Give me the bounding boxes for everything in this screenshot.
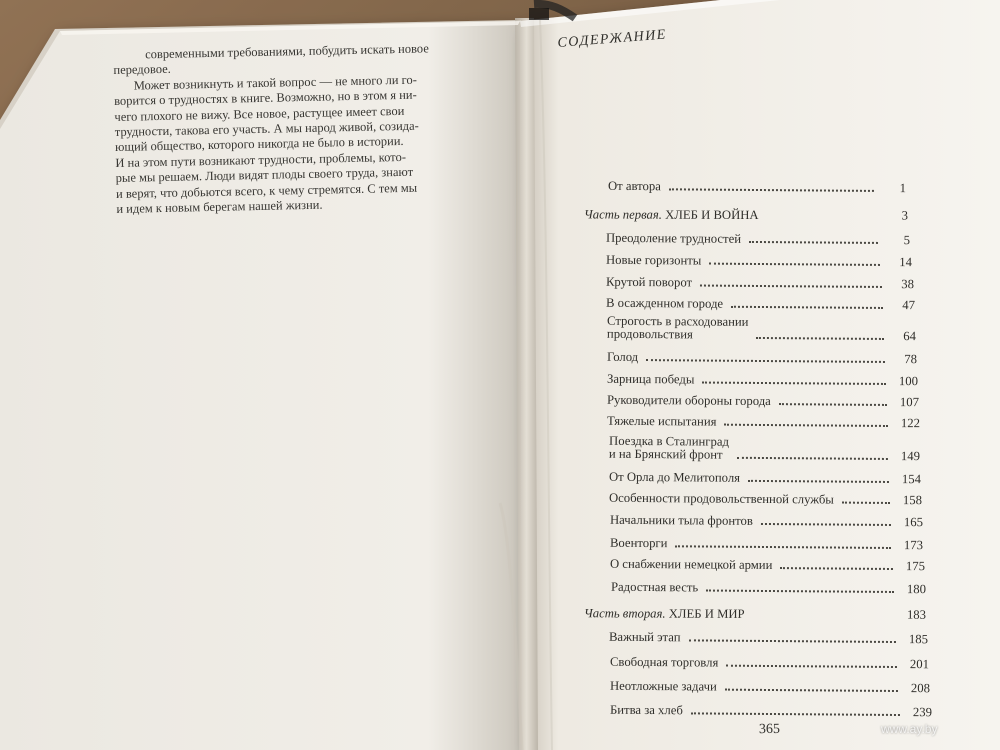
toc-entry-leader-dots [731, 305, 883, 309]
toc-entry-page: 5 [903, 233, 911, 248]
left-page-line: и идем к новым берегам нашей жизни. [116, 197, 323, 217]
toc-entry-page: 100 [898, 374, 919, 389]
toc-entry [610, 513, 923, 529]
toc-entry-label: Военторги [609, 535, 668, 551]
toc-entry-leader-dots [691, 711, 900, 716]
toc-entry-part-one [584, 207, 908, 222]
toc-entry-leader-dots [753, 615, 894, 619]
toc-entry [610, 557, 925, 573]
left-page-line: Может возникнуть и такой вопрос — не много ли го- [133, 72, 417, 93]
left-page-line: ющий общество, которого никогда не было в истории. [114, 134, 404, 155]
left-page-line: И на этом пути возникают трудности, проблемы, кото- [115, 149, 407, 170]
toc-entry [606, 253, 912, 269]
toc-entry-label: Начальники тыла фронтов [609, 512, 753, 528]
toc-entry-label: О снабжении немецкой армии [609, 556, 773, 573]
toc-entry-page: 1 [899, 181, 907, 196]
toc-entry-label: Важный этап [608, 629, 681, 645]
toc-entry [610, 655, 929, 672]
toc-entry-label: Битва за хлеб [609, 702, 683, 718]
toc-entry-page: 180 [906, 582, 927, 597]
table-of-contents-title: СОДЕРЖАНИЕ [557, 27, 668, 51]
toc-entry-leader-dots [767, 216, 876, 219]
toc-entry-leader-dots [700, 284, 882, 288]
toc-entry [607, 414, 920, 430]
toc-entry-label: От автора [607, 178, 661, 194]
toc-entry [609, 435, 920, 463]
toc-entry-leader-dots [725, 688, 898, 692]
toc-entry-label: Особенности продовольственной службы [608, 490, 834, 507]
toc-entry-leader-dots [756, 336, 884, 340]
toc-entry-label: Неотложные задачи [609, 678, 717, 694]
toc-entry [611, 580, 926, 596]
toc-entry-leader-dots [748, 479, 889, 483]
toc-entry-page: 158 [902, 493, 923, 508]
left-page-line: современными требованиями, побудить искать новое [144, 41, 429, 62]
toc-entry-page: 175 [905, 559, 926, 574]
book-page-number: 365 [758, 721, 781, 738]
toc-entry-page: 201 [909, 657, 930, 672]
left-page-line: трудности, такова его участь. А мы народ живой, созида- [114, 118, 419, 140]
toc-entry-page: 165 [903, 515, 924, 530]
left-page-line: и верят, что добьются всего, к чему стремятся. С тем мы [115, 180, 418, 201]
toc-entry-leader-dots [761, 522, 891, 526]
toc-entry-page: 78 [904, 352, 918, 367]
toc-entry-page: 38 [901, 277, 915, 292]
toc-entry-label: Крутой поворот [605, 274, 693, 290]
toc-entry-leader-dots [726, 664, 897, 668]
toc-part-prefix: Часть вторая. [583, 606, 666, 621]
toc-entry-leader-dots [706, 589, 894, 593]
toc-entry-page: 107 [899, 395, 920, 410]
toc-entry-leader-dots [689, 638, 896, 643]
toc-entry-label: Строгость в расходовании продовольствия [606, 313, 749, 342]
toc-entry [607, 350, 917, 366]
toc-entry-leader-dots [702, 381, 886, 385]
toc-entry-label: В осажденном городе [605, 295, 724, 311]
toc-entry [607, 315, 916, 343]
toc-entry-page: 185 [908, 632, 929, 647]
toc-entry [610, 703, 932, 720]
toc-entry [609, 470, 921, 486]
toc-entry-label: Преодоление трудностей [605, 230, 742, 246]
toc-entry [609, 630, 928, 647]
toc-entry [606, 296, 915, 312]
toc-entry-label: От Орла до Мелитополя [608, 469, 741, 485]
site-watermark: www.ay.by [881, 722, 938, 736]
toc-entry-label [584, 207, 759, 222]
toc-entry-leader-dots [842, 501, 890, 504]
toc-part-title: ХЛЕБ И МИР [668, 606, 745, 621]
toc-entry-leader-dots [669, 187, 874, 192]
toc-entry-page: 208 [910, 681, 931, 696]
toc-entry [610, 679, 930, 696]
left-page-line: ворится о трудностях в книге. Возможно, но в этом я ни- [113, 87, 417, 109]
toc-entry-page: 239 [912, 705, 933, 720]
toc-entry-label: Зарница победы [606, 371, 695, 387]
toc-entry [607, 372, 918, 388]
toc-entry-leader-dots [646, 358, 885, 363]
toc-entry-label: Новые горизонты [605, 252, 702, 268]
left-page-line: чего плохого не вижу. Все новое, растущее имеет свои [114, 103, 405, 124]
toc-entry-part-two [584, 606, 926, 621]
toc-entry-label: Свободная торговля [609, 654, 719, 670]
toc-part-prefix: Часть первая. [583, 207, 663, 222]
toc-entry [609, 491, 922, 507]
toc-entry-page: 173 [903, 538, 924, 553]
toc-entry-label: Поездка в Сталинград и на Брянский фронт [608, 433, 730, 462]
toc-entry-page: 122 [900, 416, 921, 431]
toc-entry-leader-dots [749, 240, 878, 244]
toc-entry-leader-dots [780, 566, 893, 570]
toc-entry-page: 149 [900, 449, 921, 464]
toc-entry-leader-dots [737, 456, 888, 460]
toc-entry-page: 64 [903, 329, 917, 344]
toc-entry-label [584, 606, 745, 621]
toc-part-title: ХЛЕБ И ВОЙНА [665, 207, 759, 223]
toc-entry-page: 14 [899, 255, 913, 270]
toc-entry [607, 393, 919, 409]
toc-entry-label: Радостная весть [610, 579, 699, 595]
toc-entry-page: 47 [902, 298, 916, 313]
toc-entry-page: 3 [901, 208, 909, 223]
toc-entry-label: Тяжелые испытания [606, 413, 717, 429]
toc-entry-page: 154 [901, 472, 922, 487]
toc-entry [606, 231, 910, 247]
toc-entry-leader-dots [779, 402, 887, 406]
toc-entry-label: Голод [606, 349, 639, 365]
left-page-line: передовое. [113, 62, 171, 78]
left-page-line: рые мы решаем. Люди видят плоды своего труда, знают [115, 164, 414, 186]
toc-entry-from-author [608, 179, 906, 195]
toc-entry-leader-dots [709, 262, 880, 266]
toc-entry-page: 183 [906, 607, 927, 622]
toc-entry [610, 536, 923, 552]
toc-entry [606, 275, 914, 291]
toc-entry-leader-dots [724, 423, 888, 427]
toc-entry-label: Руководители обороны города [606, 392, 771, 409]
toc-entry-leader-dots [675, 544, 891, 549]
